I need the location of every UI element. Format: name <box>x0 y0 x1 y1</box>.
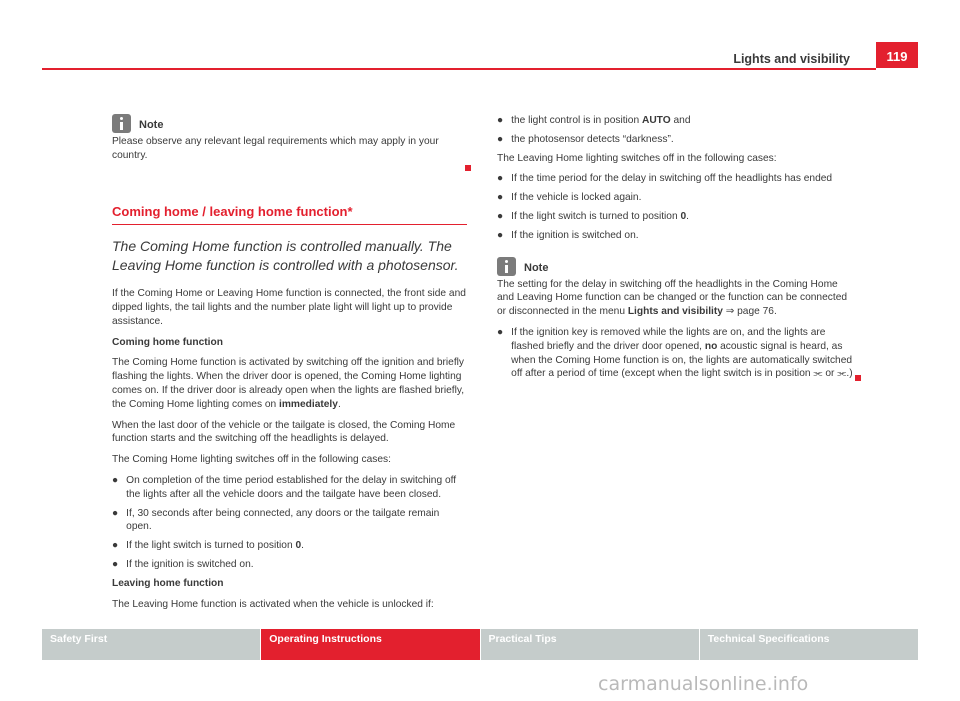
bullet-icon: ● <box>497 133 504 145</box>
left-column <box>112 114 467 618</box>
bullet-icon: ● <box>112 474 119 486</box>
list-item: ● If the ignition is switched on. <box>112 558 254 570</box>
tab-operating-instructions[interactable]: Operating Instructions <box>261 629 479 660</box>
list-item: ● If the time period for the delay in switching off the headlights has ended <box>497 173 833 185</box>
paragraph: The Coming Home lighting switches off in the following cases: <box>112 454 391 466</box>
list-item: ● the light control is in position AUTO and <box>497 115 691 126</box>
bullet-icon: ● <box>497 210 504 222</box>
paragraph: The Leaving Home function is activated when the vehicle is unlocked if: <box>112 598 434 610</box>
list-item: ● If the ignition is switched on. <box>497 229 639 241</box>
paragraph: The Leaving Home lighting switches off in the following cases: <box>497 152 777 164</box>
footer-nav <box>42 629 918 660</box>
note-header <box>497 257 857 276</box>
end-of-section-marker <box>855 375 861 381</box>
tab-safety-first[interactable]: Safety First <box>42 629 260 660</box>
tab-technical-specifications[interactable]: Technical Specifications <box>700 629 918 660</box>
tab-practical-tips[interactable]: Practical Tips <box>481 629 699 660</box>
bullet-icon: ● <box>112 558 119 570</box>
chapter-title: Lights and visibility <box>733 52 850 66</box>
note-text: Please observe any relevant legal requirements which may apply in your country. <box>112 136 439 161</box>
bullet-icon: ● <box>112 540 119 552</box>
note-title: Note <box>524 261 549 274</box>
note-text: The setting for the delay in switching off the headlights in the Coming Home and Leaving Home function can be changed or the function can be connected or disconnected in the menu Lights and visibility ⇒ page 76. <box>497 278 848 318</box>
page-number: 119 <box>876 42 918 68</box>
paragraph: When the last door of the vehicle or the tailgate is closed, the Coming Home function starts and the switching off the headlights is delayed. <box>112 419 456 445</box>
bullet-icon: ● <box>497 192 504 204</box>
end-of-section-marker <box>465 165 471 171</box>
info-note-icon <box>112 114 131 133</box>
bullet-icon: ● <box>112 507 119 519</box>
bullet-icon: ● <box>497 115 504 126</box>
paragraph: The Coming Home function is activated by switching off the ignition and briefly flashing the lights. When the driver door is opened, the Coming Home lighting comes on. If the driver door is already open when the lights are flashed briefly, the Coming Home lighting comes on immediately. <box>112 357 465 410</box>
list-item: ● If, 30 seconds after being connected, any doors or the tailgate remain open. <box>112 507 440 533</box>
note-header <box>112 114 467 133</box>
bullet-icon: ● <box>497 326 504 338</box>
paragraph: If the Coming Home or Leaving Home function is connected, the front side and dipped lights, the tail lights and the number plate light will light up to provide assistance. <box>112 288 466 327</box>
list-item: ● If the light switch is turned to position 0. <box>112 540 304 552</box>
watermark: carmanualsonline.info <box>598 673 809 695</box>
list-item: ● If the ignition key is removed while the lights are on, and the lights are flashed briefly and the driver door opened, no acoustic signal is heard, as when the Coming Home function is on, the lights are automatically switched off after a period of time (except when the light switch is in position ⫘ or ⫘.) <box>497 326 853 380</box>
list-item: ● On completion of the time period established for the delay in switching off the lights after all the vehicle doors and the tailgate have been closed. <box>112 474 457 500</box>
list-item: ● If the vehicle is locked again. <box>497 192 642 204</box>
subheading-leaving-home: Leaving home function <box>112 577 224 589</box>
section-intro: The Coming Home function is controlled manually. The Leaving Home function is controlled with a photosensor. <box>112 238 459 274</box>
section-title: Coming home / leaving home function* <box>112 205 467 225</box>
list-item: ● the photosensor detects “darkness”. <box>497 133 674 145</box>
info-note-icon <box>497 257 516 276</box>
right-column <box>497 114 857 386</box>
note-title: Note <box>139 119 164 132</box>
bullet-icon: ● <box>497 173 504 185</box>
list-item: ● If the light switch is turned to position 0. <box>497 210 689 222</box>
header-rule <box>42 68 876 70</box>
subheading-coming-home: Coming home function <box>112 336 223 348</box>
bullet-icon: ● <box>497 229 504 241</box>
